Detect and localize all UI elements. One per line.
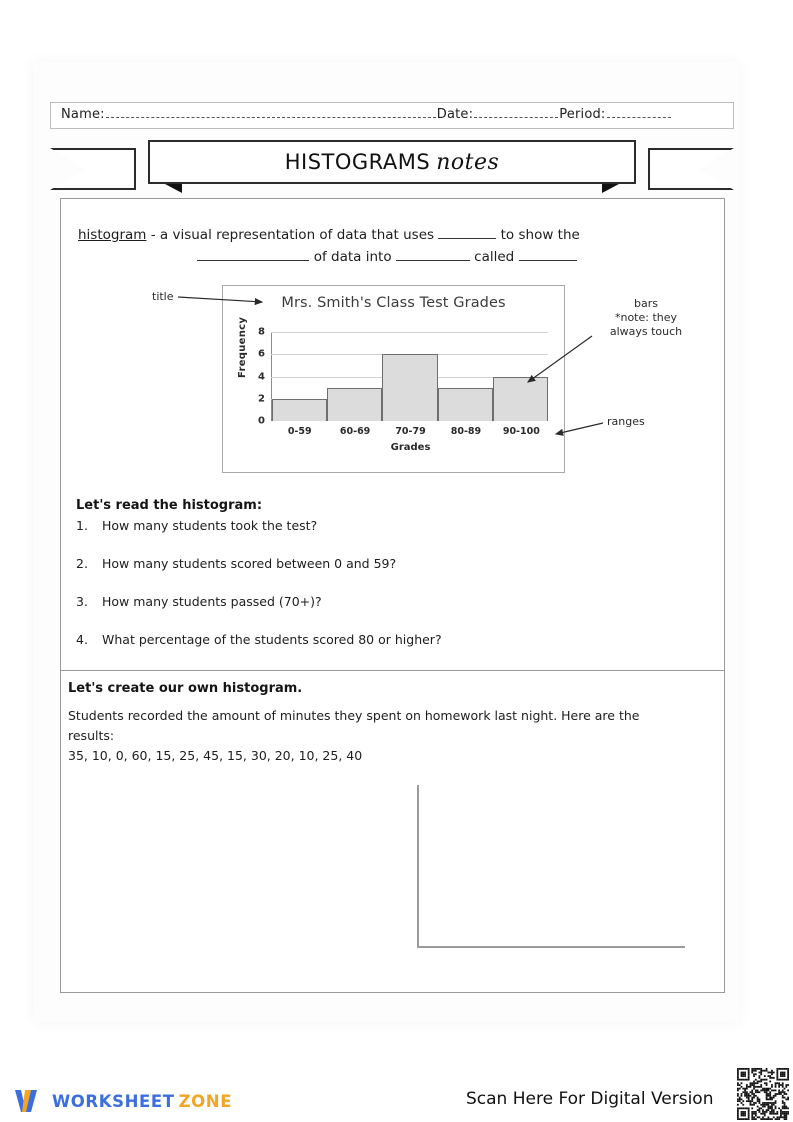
- y-axis-label: Frequency: [237, 316, 248, 378]
- chart-title: Mrs. Smith's Class Test Grades: [281, 295, 506, 311]
- x-tick-label: 0-59: [287, 426, 312, 437]
- question-item: [76, 594, 656, 609]
- question-number: 2.: [76, 556, 88, 571]
- example-histogram-chart: [222, 285, 565, 473]
- banner-right-wing: [648, 148, 734, 190]
- question-text: How many students passed (70+)?: [102, 594, 322, 609]
- y-tick-label: 6: [258, 348, 265, 360]
- definition-part2: to show the: [496, 227, 580, 243]
- question-number: 3.: [76, 594, 88, 609]
- bar-80-89: [438, 388, 493, 421]
- section-divider: [60, 670, 725, 671]
- period-label: Period:: [559, 107, 606, 122]
- definition-part3: of data into: [309, 249, 396, 265]
- x-tick-label: 80-89: [450, 426, 482, 437]
- bar-0-59: [272, 399, 327, 421]
- x-tick-label: 70-79: [395, 426, 426, 437]
- title-banner: [50, 140, 734, 194]
- banner-left-wing: [50, 148, 136, 190]
- question-item: [76, 556, 656, 571]
- callout-bars-label: [596, 297, 696, 339]
- logo-wordmark: [52, 1092, 232, 1111]
- question-text: How many students took the test?: [102, 518, 318, 533]
- callout-bars-line3: always touch: [609, 325, 683, 338]
- name-input-line[interactable]: [106, 105, 436, 118]
- create-data-values: 35, 10, 0, 60, 15, 25, 45, 15, 30, 20, 10, 25, 40: [68, 748, 363, 763]
- bar-70-79: [382, 354, 437, 421]
- logo-mark-icon: [14, 1088, 44, 1114]
- create-histogram-prompt: [68, 706, 678, 766]
- name-date-period-strip: [50, 102, 734, 129]
- callout-ranges-label: ranges: [607, 415, 645, 428]
- y-tick-label: 4: [258, 371, 265, 382]
- x-tick-label: 60-69: [339, 426, 371, 437]
- blank-y-axis: [417, 785, 419, 948]
- date-label: Date:: [436, 107, 474, 122]
- blank-x-axis: [417, 946, 685, 948]
- logo-word-zone: ZONE: [178, 1091, 233, 1111]
- date-input-line[interactable]: [474, 105, 558, 118]
- definition-blank-4[interactable]: [519, 247, 577, 261]
- create-histogram-heading: Let's create our own histogram.: [68, 681, 303, 696]
- question-text: What percentage of the students scored 80 or higher?: [102, 632, 442, 647]
- callout-bars-line2: *note: they: [614, 311, 678, 324]
- y-tick-label: 2: [258, 393, 265, 405]
- definition-blank-3[interactable]: [396, 247, 470, 261]
- question-number: 4.: [76, 632, 88, 647]
- callout-bars-line1: bars: [634, 297, 658, 310]
- x-tick-label: 90-100: [502, 426, 540, 437]
- logo-word-worksheet: WORKSHEET: [52, 1091, 175, 1111]
- y-tick-label: 0: [258, 415, 265, 427]
- question-item: [76, 518, 656, 533]
- name-date-period-row: [61, 105, 729, 122]
- worksheet-zone-logo[interactable]: [14, 1088, 232, 1114]
- y-tick-label: 8: [258, 326, 265, 338]
- blank-graph-axes[interactable]: [417, 785, 685, 948]
- question-list: [76, 518, 656, 670]
- definition-dash: -: [146, 227, 160, 243]
- histogram-definition: [78, 224, 678, 268]
- name-label: Name:: [61, 107, 105, 122]
- definition-blank-2[interactable]: [197, 247, 309, 261]
- bar-60-69: [327, 388, 382, 421]
- definition-term: histogram: [78, 227, 147, 243]
- chart-bars: [272, 332, 548, 421]
- period-input-line[interactable]: [607, 105, 671, 118]
- create-prompt-text: Students recorded the amount of minutes they spent on homework last night. Here are the results:: [68, 708, 640, 743]
- definition-part1: a visual representation of data that uses: [159, 227, 439, 243]
- scan-label: Scan Here For Digital Version: [466, 1089, 714, 1109]
- question-item: [76, 632, 656, 647]
- page-title-main: HISTOGRAMS: [284, 149, 431, 174]
- definition-part4: called: [469, 249, 519, 265]
- x-axis-label: Grades: [390, 442, 431, 453]
- chart-plot-area: [258, 326, 548, 427]
- bar-90-100: [493, 377, 548, 422]
- read-histogram-heading: Let's read the histogram:: [76, 498, 263, 513]
- page-title-script: notes: [436, 149, 500, 175]
- callout-title-label: title: [152, 290, 174, 303]
- question-number: 1.: [76, 518, 88, 533]
- qr-code-icon[interactable]: [737, 1068, 789, 1120]
- definition-blank-1[interactable]: [438, 225, 496, 239]
- banner-title-box: [148, 140, 636, 184]
- page-title: [285, 150, 500, 175]
- definition-line-2: [78, 246, 678, 268]
- question-text: How many students scored between 0 and 59?: [102, 556, 397, 571]
- x-axis-ticks: [272, 426, 549, 437]
